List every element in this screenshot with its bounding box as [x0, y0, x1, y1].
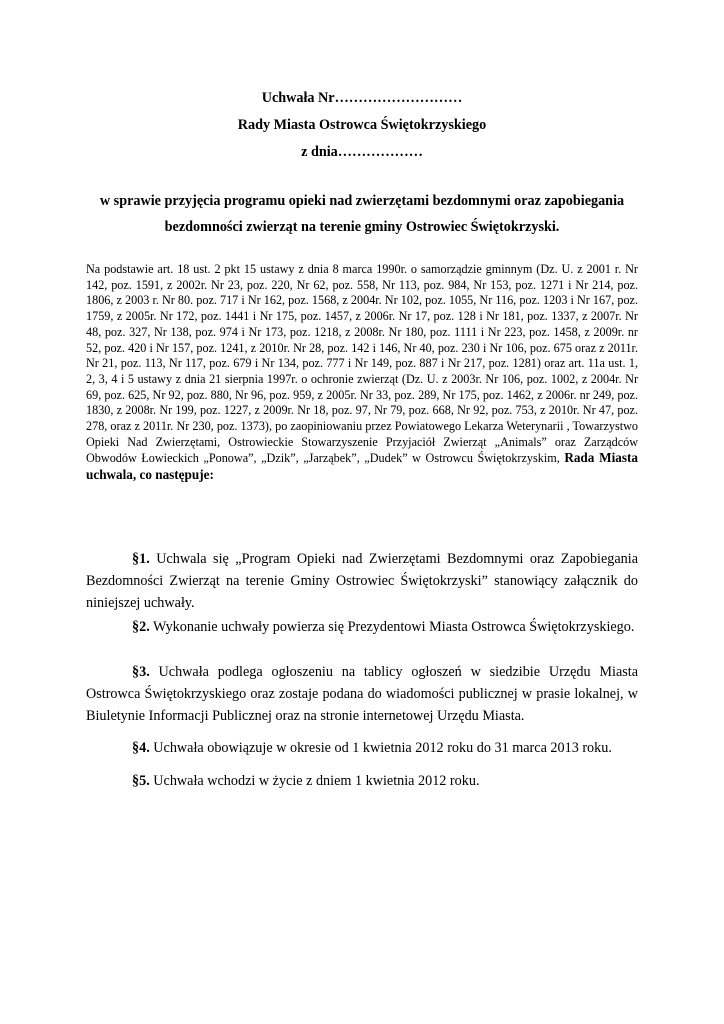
resolution-date: z dnia……………… [301, 144, 423, 160]
resolution-subject [0, 188, 724, 240]
council-name: Rady Miasta Ostrowca Świętokrzyskiego [237, 117, 487, 133]
legal-basis [86, 262, 638, 484]
subject-line-2: bezdomności zwierząt na terenie gminy Ostrowiec Świętokrzyski. [164, 219, 560, 235]
paragraph-3 [86, 661, 638, 727]
paragraph-5-number: §5. [132, 773, 150, 789]
paragraph-2 [86, 616, 638, 638]
paragraph-3-number: §3. [132, 664, 150, 680]
paragraph-5 [86, 770, 638, 792]
paragraph-4 [86, 737, 638, 759]
paragraph-4-text: Uchwała obowiązuje w okresie od 1 kwietnia 2012 roku do 31 marca 2013 roku. [153, 740, 612, 756]
legal-basis-text: Na podstawie art. 18 ust. 2 pkt 15 ustawy z dnia 8 marca 1990r. o samorządzie gminnym (Dz. U. z 2001 r. Nr 142, poz. 1591, z 2002r. Nr 23, poz. 220, Nr 62, poz. 558, Nr 113, poz. 984, Nr 153, poz. 1271 i Nr 214, poz. 1806, z 2003 r. Nr 80. poz. 717 i Nr 162, poz. 1568, z 2004r. Nr 102, poz. 1055, Nr 116, poz. 1203 i Nr 167, poz. 1759, z 2005r. Nr 172, poz. 1441 i Nr 175, poz. 1457, z 2006r. Nr 17, poz. 128 i Nr 181, poz. 1337, z 2007r. Nr 48, poz. 327, Nr 138, poz. 974 i Nr 173, poz. 1218, z 2008r. Nr 180, poz. 1111 i Nr 223, poz. 1458, z 2009r. nr 52, poz. 420 i Nr 157, poz. 1241, z 2010r. Nr 28, poz. 142 i 146, Nr 40, poz. 230 i Nr 106, poz. 675 oraz z 2011r. Nr 21, poz. 113, Nr 117, poz. 679 i Nr 134, poz. 777 i Nr 149, poz. 887 i Nr 217, poz. 1281) oraz art. 11a ust. 1, 2, 3, 4 i 5 ustawy z dnia 21 sierpnia 1997r. o ochronie zwierząt (Dz. U. z 2003r. Nr 106, poz. 1002, z 2004r. Nr 69, poz. 625, Nr 92, poz. 880, Nr 96, poz. 959, z 2005r. Nr 33, poz. 289, Nr 175, poz. 1462, z 2006r. nr 249, poz. 1830, z 2008r. Nr 199, poz. 1227, z 2009r. Nr 18, poz. 97, Nr 79, poz. 668, Nr 92, poz. 753, z 2010r. Nr 47, poz. 278, oraz z 2011r. Nr 230, poz. 1373), po zaopiniowaniu przez Powiatowego Lekarza Weterynarii , Towarzystwo Opieki Nad Zwierzętami, Ostrowieckie Stowarzyszenie Przyjaciół Zwierząt „Animals” oraz Zarządców Obwodów Łowieckich „Ponowa”, „Dzik”, „Jarząbek”, „Dudek” w Ostrowcu Świętokrzyskim, [86, 262, 638, 466]
paragraph-2-text: Wykonanie uchwały powierza się Prezydentowi Miasta Ostrowca Świętokrzyskiego. [153, 619, 635, 635]
paragraph-4-number: §4. [132, 740, 150, 756]
paragraph-1-text: Uchwala się „Program Opieki nad Zwierzętami Bezdomnymi oraz Zapobiegania Bezdomności Zwierząt na terenie Gminy Ostrowiec Świętokrzyski” stanowiący załącznik do niniejszej uchwały. [86, 551, 638, 611]
resolution-number-title: Uchwała Nr……………………… [261, 90, 463, 106]
paragraph-1-number: §1. [132, 551, 150, 567]
legal-basis-enactment: Rada Miasta uchwala, co następuje: [86, 450, 638, 483]
paragraph-5-text: Uchwała wchodzi w życie z dniem 1 kwietnia 2012 roku. [153, 773, 480, 789]
paragraph-2-number: §2. [132, 619, 150, 635]
paragraph-1 [86, 548, 638, 614]
subject-line-1: w sprawie przyjęcia programu opieki nad zwierzętami bezdomnymi oraz zapobiegania [99, 193, 625, 209]
paragraph-3-text: Uchwała podlega ogłoszeniu na tablicy ogłoszeń w siedzibie Urzędu Miasta Ostrowca Świętokrzyskiego oraz zostaje podana do wiadomości publicznej w prasie lokalnej, w Biuletynie Informacji Publicznej oraz na stronie internetowej Urzędu Miasta. [86, 664, 639, 724]
